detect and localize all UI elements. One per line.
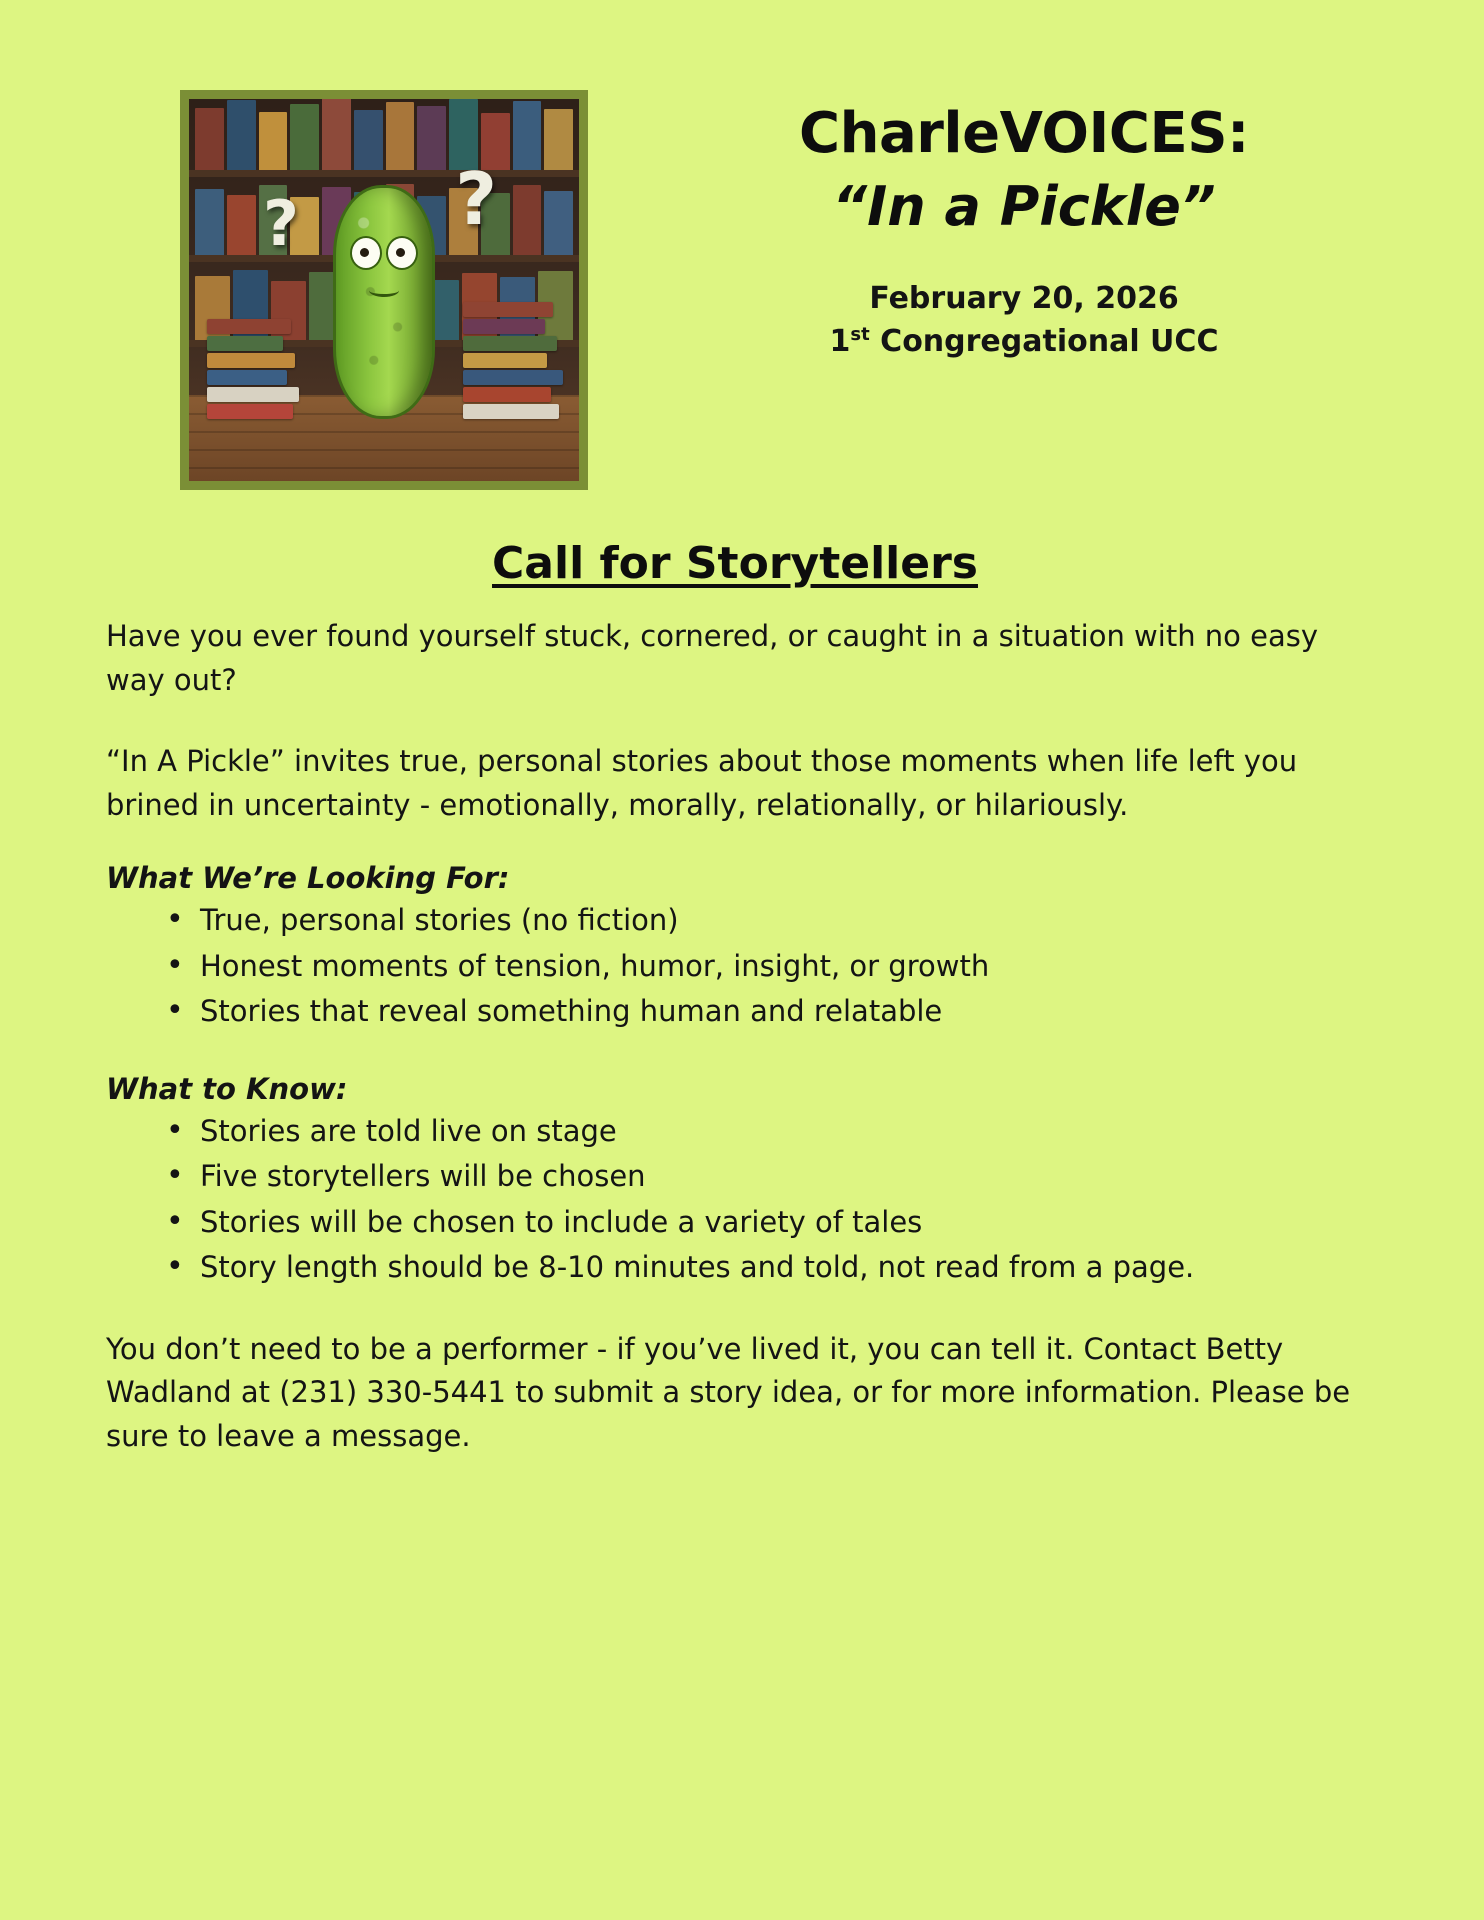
flyer-subtitle: “In a Pickle” — [832, 175, 1216, 239]
list-item: • Stories that reveal something human and relatable — [166, 990, 1364, 1034]
what-to-know-heading: What to Know: — [106, 1071, 348, 1106]
flyer-body — [0, 538, 1484, 1458]
question-mark-icon: ? — [263, 187, 299, 260]
list-item: • Stories are told live on stage — [166, 1110, 1364, 1154]
pickle-mouth — [369, 284, 399, 297]
book-stack-right — [463, 300, 563, 419]
venue-ordinal-number: 1 — [829, 324, 851, 360]
venue-ordinal-suffix: st — [850, 324, 870, 346]
flyer-title: CharleVOICES: — [799, 101, 1249, 166]
book-stack-left — [207, 317, 299, 419]
closing-paragraph: You don’t need to be a performer - if you’ve lived it, you can tell it. Contact Betty Wadland at (231) 330-5441 to submit a story idea, or for more information. Please be sure to leave a message. — [106, 1331, 1351, 1453]
looking-for-list — [106, 899, 1364, 1034]
shelf-row — [189, 99, 579, 177]
venue-name: Congregational UCC — [869, 324, 1219, 360]
pickle-eye-right — [386, 236, 418, 270]
event-date: February 20, 2026 — [869, 280, 1179, 316]
intro-paragraph: Have you ever found yourself stuck, cornered, or caught in a situation with no easy way out? — [106, 619, 1319, 697]
event-venue — [624, 320, 1424, 364]
list-item: • Five storytellers will be chosen — [166, 1155, 1364, 1199]
pickle-eye-left — [350, 236, 382, 270]
pickle-character — [333, 185, 435, 419]
list-item: • Stories will be chosen to include a variety of tales — [166, 1201, 1364, 1245]
question-mark-icon: ? — [455, 157, 497, 241]
list-item: • True, personal stories (no fiction) — [166, 899, 1364, 943]
pickle-illustration — [180, 90, 588, 490]
flyer-header — [0, 0, 1484, 490]
looking-for-heading: What We’re Looking For: — [106, 861, 510, 895]
second-paragraph: “In A Pickle” invites true, personal stories about those moments when life left you brined in uncertainty - emotionally, morally, relationally, or hilariously. — [106, 744, 1298, 822]
call-for-storytellers-heading: Call for Storytellers — [492, 538, 978, 589]
bookshelf-background — [189, 99, 579, 481]
header-text-block — [624, 90, 1484, 364]
list-item: • Honest moments of tension, humor, insight, or growth — [166, 945, 1364, 989]
what-to-know-list — [106, 1110, 1364, 1290]
list-item: • Story length should be 8-10 minutes and told, not read from a page. — [166, 1246, 1364, 1290]
